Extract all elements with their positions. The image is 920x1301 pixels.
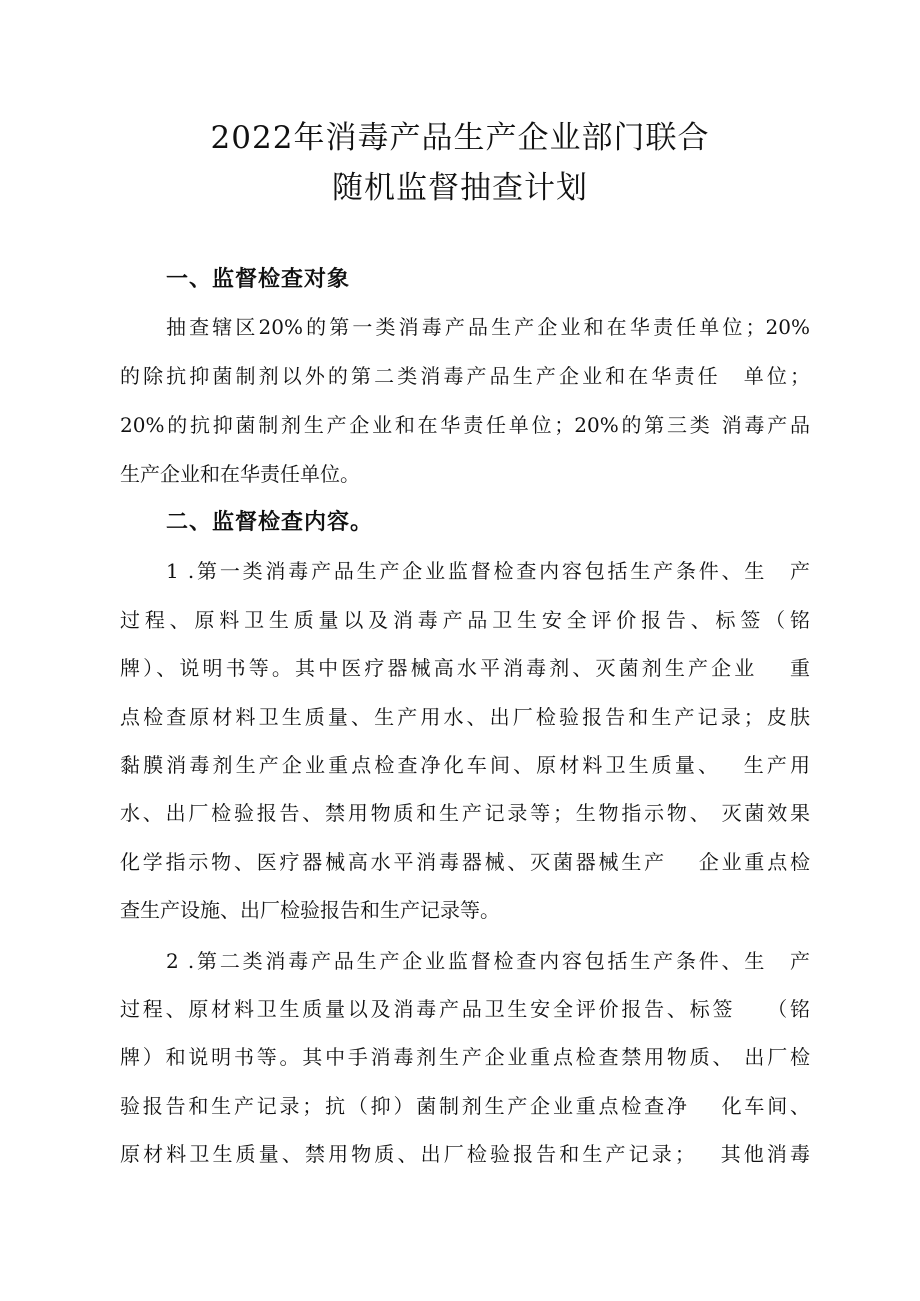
paragraph-line: 1 .第一类消毒产品生产企业监督检查内容包括生产条件、生 产 [166,559,810,583]
paragraph-line: 牌）和说明书等。其中手消毒剂生产企业重点检查禁用物质、 出厂检 [120,1045,810,1069]
paragraph-line: 原材料卫生质量、禁用物质、出厂检验报告和生产记录； 其他消毒 [120,1142,810,1166]
document-title-line-2: 随机监督抽查计划 [332,170,588,206]
paragraph-line: 抽查辖区20%的第一类消毒产品生产企业和在华责任单位；20% [166,315,810,339]
section-heading-supervision-objects: 一、监督检查对象 [166,267,351,292]
paragraph-line: 水、出厂检验报告、禁用物质和生产记录等；生物指示物、 灭菌效果 [120,801,810,825]
paragraph-line: 的除抗抑菌制剂以外的第二类消毒产品生产企业和在华责任 单位； [120,364,810,388]
paragraph-line: 查生产设施、出厂检验报告和生产记录等。 [120,898,500,922]
paragraph-line: 验报告和生产记录；抗（抑）菌制剂生产企业重点检查净 化车间、 [120,1094,810,1118]
paragraph-line: 黏膜消毒剂生产企业重点检查净化车间、原材料卫生质量、 生产用 [120,753,810,777]
paragraph-line: 生产企业和在华责任单位。 [120,462,360,486]
paragraph-line: 牌）、说明书等。其中医疗器械高水平消毒剂、灭菌剂生产企业 重 [120,656,810,680]
paragraph-line: 化学指示物、医疗器械高水平消毒器械、灭菌器械生产 企业重点检 [120,850,810,874]
paragraph-line: 过程、原材料卫生质量以及消毒产品卫生安全评价报告、标签 （铭 [120,997,810,1021]
document-title-line-1: 2022年消毒产品生产企业部门联合 [210,120,710,156]
section-heading-supervision-content: 二、监督检查内容。 [166,510,374,535]
paragraph-line: 点检查原材料卫生质量、生产用水、出厂检验报告和生产记录；皮肤 [120,705,810,729]
paragraph-line: 2 .第二类消毒产品生产企业监督检查内容包括生产条件、生 产 [166,949,810,973]
paragraph-line: 20%的抗抑菌制剂生产企业和在华责任单位；20%的第三类 消毒产品 [120,413,810,437]
paragraph-line: 过程、原料卫生质量以及消毒产品卫生安全评价报告、标签（铭 [120,608,810,632]
